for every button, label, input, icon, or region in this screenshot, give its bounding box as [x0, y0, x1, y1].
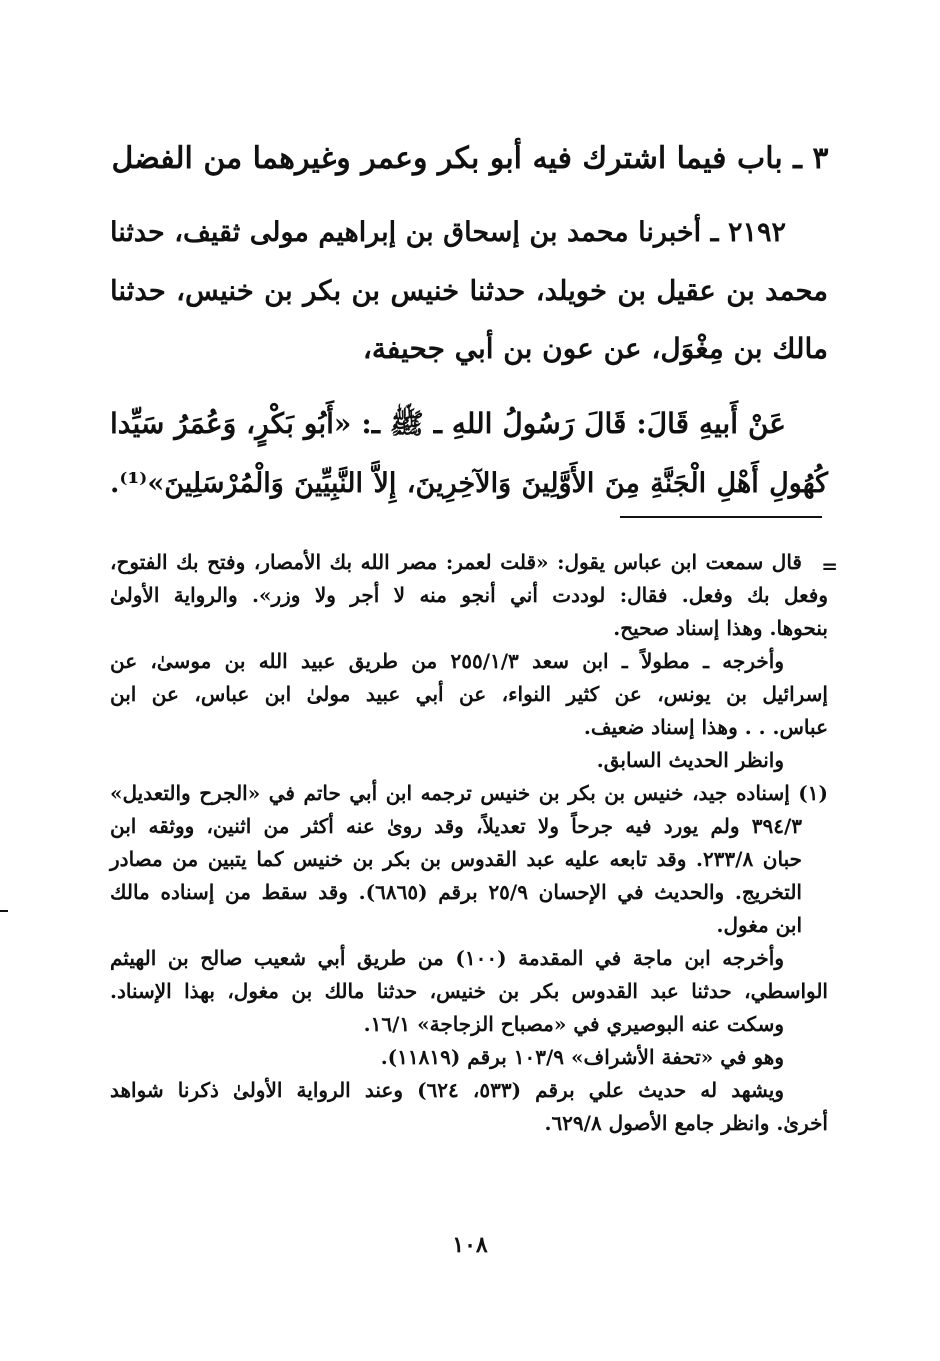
- footnote-line: وأخرجه ابن ماجة في المقدمة (١٠٠) من طريق أبي شعيب صالح بن الهيثم: [110, 946, 784, 970]
- page-number: ١٠٨: [452, 1232, 488, 1258]
- footnote-line: وفعل بك وفعل. فقال: لوددت أني أنجو منه لا أجر ولا وزر». والرواية الأولىٰ: [110, 583, 829, 607]
- footnote-line: التخريج. والحديث في الإحسان ٢٥/٩ برقم (٦٨٦٥). وقد سقط من إسناده مالك: [110, 880, 802, 904]
- footnote-line: وسكت عنه البوصيري في «مصباح الزجاجة» ١٦/١.: [363, 1012, 784, 1036]
- footnote-line: ٣٩٤/٣ ولم يورد فيه جرحاً ولا تعديلاً، وقد روىٰ عنه أكثر من اثنين، ووثقه ابن: [110, 814, 802, 838]
- footnote-paragraph: [110, 645, 828, 744]
- footnote-paragraph: [110, 744, 828, 777]
- isnad-line: مالك بن مِغْوَل، عن عون بن أبي جحيفة،: [362, 332, 828, 365]
- chapter-title: ٣ ـ باب فيما اشترك فيه أبو بكر وعمر وغيرهما من الفضل: [111, 141, 829, 176]
- isnad-line: ٢١٩٢ ـ أخبرنا محمد بن إسحاق بن إبراهيم مولى ثقيف، حدثنا: [110, 217, 786, 248]
- footnote-line: قال سمعت ابن عباس يقول: «قلت لعمر: مصر الله بك الأمصار، وفتح بك الفتوح،: [110, 550, 802, 574]
- footnote-line: ابن مغول.: [716, 913, 802, 937]
- footnote-paragraph: [110, 1041, 828, 1074]
- footnote-line: حبان ٢٣٣/٨. وقد تابعه عليه عبد القدوس بن بكر بن خنيس كما يتبين من مصادر: [110, 847, 802, 871]
- footnote-line: أخرىٰ. وانظر جامع الأصول ٦٢٩/٨.: [544, 1111, 828, 1135]
- matn-line: كُهُولِ أَهْلِ الْجَنَّةِ مِنَ الأَوَّلِينَ وَالآخِرِينَ، إِلاَّ النَّبِيِّينَ وَالْمُرْسَلِينَ»⁽¹⁾.: [110, 468, 828, 499]
- footnote-paragraph: [110, 546, 828, 645]
- footnote-line: إسرائيل بن يونس، عن كثير النواء، عن أبي عبيد مولىٰ ابن عباس، عن ابن: [110, 682, 828, 706]
- footnote-continuation-mark: =: [821, 554, 838, 578]
- isnad-line: محمد بن عقيل بن خويلد، حدثنا خنيس بن بكر بن خنيس، حدثنا: [110, 275, 828, 307]
- footnote-1: [110, 777, 828, 942]
- matn-line: عَنْ أَبيهِ قَالَ: قَالَ رَسُولُ اللهِ ـ ﷺ ـ: «أَبُو بَكْرٍ، وَعُمَرُ سَيِّدا: [110, 407, 786, 440]
- hadith-isnad: [110, 204, 828, 378]
- footnotes: [110, 546, 838, 1140]
- footnote-line: بنحوها. وهذا إسناد صحيح.: [613, 616, 828, 640]
- footnote-separator: [620, 516, 822, 518]
- footnote-line: الواسطي، حدثنا عبد القدوس بكر بن خنيس، حدثنا مالك بن مغول، بهذا الإسناد.: [110, 979, 828, 1003]
- hadith-matn: [110, 394, 828, 514]
- footnote-line: (١) إسناده جيد، خنيس بن بكر بن خنيس ترجمه ابن أبي حاتم في «الجرح والتعديل»: [110, 781, 828, 805]
- footnote-line: وانظر الحديث السابق.: [596, 748, 784, 772]
- footnote-paragraph: [110, 942, 828, 1041]
- footnote-line: ويشهد له حديث علي برقم (٥٣٣، ٦٢٤) وعند الرواية الأولىٰ ذكرنا شواهد: [110, 1078, 785, 1102]
- hadith-text: [110, 204, 828, 514]
- margin-tick: [0, 910, 8, 912]
- footnote-paragraph: [110, 1074, 828, 1140]
- footnote-line: وهو في «تحفة الأشراف» ١٠٣/٩ برقم (١١٨١٩).: [380, 1045, 784, 1069]
- footnote-line: عباس. . . وهذا إسناد ضعيف.: [583, 715, 828, 739]
- footnote-line: وأخرجه ـ مطولاً ـ ابن سعد ٢٥٥/١/٣ من طريق عبيد الله بن موسىٰ، عن: [110, 649, 784, 673]
